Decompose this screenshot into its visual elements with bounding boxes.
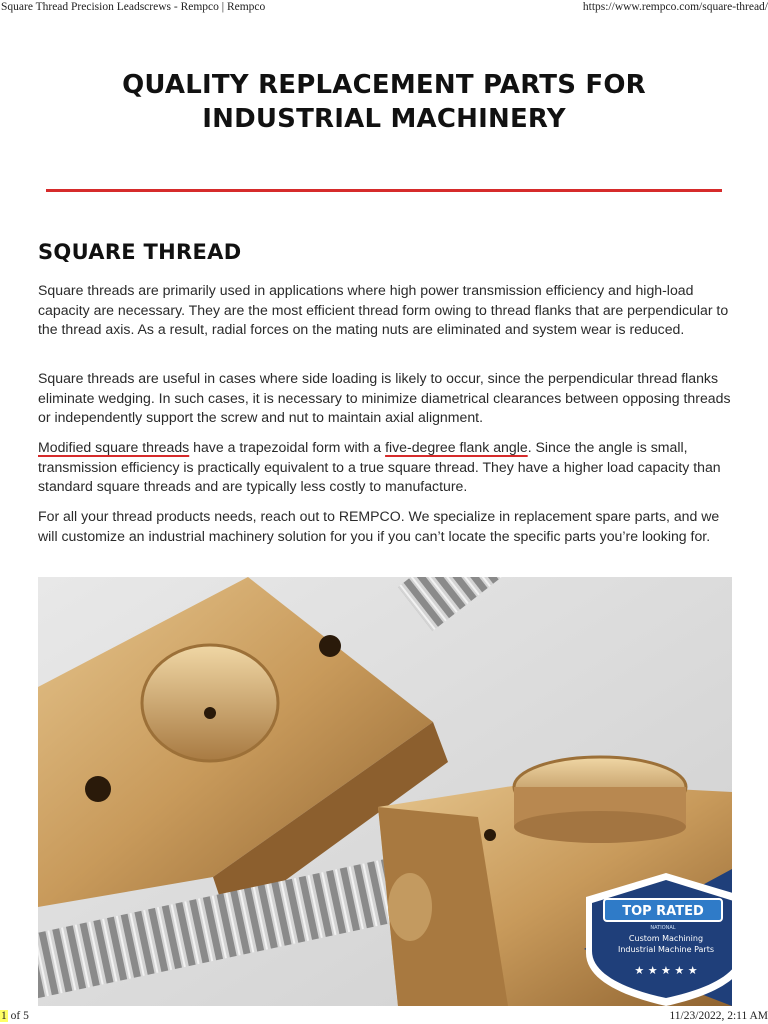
print-url: https://www.rempco.com/square-thread/ <box>582 1 768 13</box>
paragraph-3 <box>38 438 732 497</box>
section-title: SQUARE THREAD <box>38 240 242 264</box>
hero-title-line2: INDUSTRIAL MACHINERY <box>202 104 566 134</box>
page-total: of 5 <box>7 1010 29 1022</box>
leadscrew-nuts-illustration <box>38 577 732 1006</box>
hero-title-line1: QUALITY REPLACEMENT PARTS FOR <box>122 70 646 100</box>
badge-subtitle: NATIONAL <box>650 925 676 931</box>
print-page-title: Square Thread Precision Leadscrews - Rempco | Rempco <box>1 1 266 13</box>
print-header <box>0 0 768 16</box>
five-degree-flank-angle-link[interactable]: five-degree flank angle <box>385 439 528 455</box>
red-divider <box>46 189 722 192</box>
badge-stars: ★ ★ ★ ★ ★ <box>634 964 698 977</box>
print-footer <box>0 1009 768 1024</box>
print-datetime: 11/23/2022, 2:11 AM <box>669 1010 768 1022</box>
badge-line2: Industrial Machine Parts <box>617 945 715 954</box>
product-photo <box>38 577 732 1006</box>
badge-title: TOP RATED <box>622 904 704 919</box>
paragraph-2: Square threads are useful in cases where side loading is likely to occur, since the perpendicular thread flanks eliminate wedging. In such cases, it is necessary to minimize diametrical clearances between opposing threads or independently support the screw and nut to maintain axial alignment. <box>38 370 731 425</box>
paragraph-3-rest: . Since the angle is small, transmission efficiency is practically equivalent to a true square thread. They have a higher load capacity than standard square threads and are typically less costly to manufacture. <box>38 439 721 494</box>
page-indicator <box>0 1010 29 1022</box>
badge-line1: Custom Machining <box>628 934 704 943</box>
modified-square-threads-link[interactable]: Modified square threads <box>38 439 190 455</box>
hero-title <box>0 68 768 136</box>
page-current: 1 <box>1 1010 7 1022</box>
paragraph-4: For all your thread products needs, reach out to REMPCO. We specialize in replacement spare parts, and we will customize an industrial machinery solution for you if you can’t locate the specific parts you’re looking for. <box>38 508 720 544</box>
paragraph-1: Square threads are primarily used in applications where high power transmission efficiency and high-load capacity are necessary. They are the most efficient thread form owing to thread flanks that are perpendicular to the thread axis. As a result, radial forces on the mating nuts are eliminated and system wear is reduced. <box>38 282 729 337</box>
paragraph-3-mid: have a trapezoidal form with a <box>189 439 386 455</box>
